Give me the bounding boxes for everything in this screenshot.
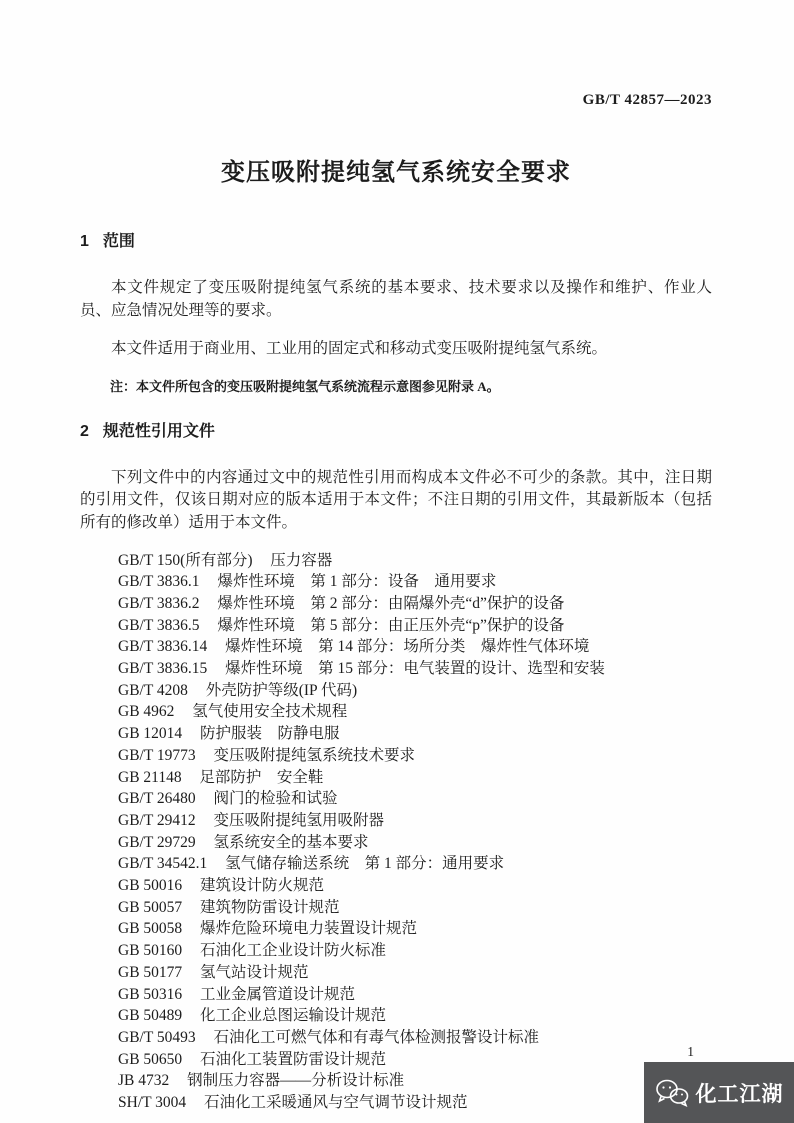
reference-title: 爆炸性环境 第 5 部分：由正压外壳“p”保护的设备 bbox=[217, 616, 565, 634]
reference-item bbox=[118, 571, 712, 593]
reference-title: 工业金属管道设计规范 bbox=[199, 985, 355, 1003]
reference-code: GB/T 34542.1 bbox=[118, 855, 208, 873]
reference-item bbox=[118, 940, 712, 962]
page-title: 变压吸附提纯氢气系统安全要求 bbox=[221, 159, 571, 186]
reference-item bbox=[118, 767, 712, 789]
reference-title: 建筑物防雷设计规范 bbox=[199, 898, 340, 916]
reference-title: 石油化工可燃气体和有毒气体检测报警设计标准 bbox=[213, 1028, 539, 1046]
section-1-paragraph-1: 本文件规定了变压吸附提纯氢气系统的基本要求、技术要求以及操作和维护、作业人员、应急情况处理等的要求。 bbox=[80, 279, 712, 319]
section-2-number: 2 bbox=[80, 422, 89, 440]
reference-item bbox=[118, 832, 712, 854]
reference-title: 钢制压力容器——分析设计标准 bbox=[187, 1072, 405, 1090]
reference-title: 变压吸附提纯氢系统技术要求 bbox=[213, 746, 415, 764]
reference-item bbox=[118, 636, 712, 658]
reference-code: JB 4732 bbox=[118, 1072, 170, 1090]
reference-code: GB 50316 bbox=[118, 985, 183, 1003]
reference-title: 氢系统安全的基本要求 bbox=[213, 833, 369, 851]
reference-code: GB/T 29729 bbox=[118, 833, 196, 851]
section-1-heading bbox=[80, 233, 712, 251]
reference-code: GB/T 150(所有部分) bbox=[118, 551, 253, 569]
reference-item bbox=[118, 1070, 712, 1092]
reference-code: GB/T 4208 bbox=[118, 681, 188, 699]
reference-code: GB/T 50493 bbox=[118, 1028, 196, 1046]
reference-list bbox=[118, 550, 712, 1114]
reference-item bbox=[118, 658, 712, 680]
section-2-heading-label: 规范性引用文件 bbox=[102, 422, 215, 440]
reference-title: 外壳防护等级(IP 代码) bbox=[205, 681, 358, 699]
reference-title: 氢气储存输送系统 第 1 部分：通用要求 bbox=[225, 855, 505, 873]
watermark-label: 化工江湖 bbox=[695, 1082, 784, 1106]
reference-item bbox=[118, 1092, 712, 1114]
reference-code: SH/T 3004 bbox=[118, 1094, 187, 1112]
reference-item bbox=[118, 897, 712, 919]
reference-item bbox=[118, 1005, 712, 1027]
reference-item bbox=[118, 680, 712, 702]
reference-title: 化工企业总图运输设计规范 bbox=[199, 1007, 386, 1025]
reference-code: GB 12014 bbox=[118, 725, 183, 743]
reference-code: GB 4962 bbox=[118, 703, 175, 721]
reference-title: 防护服装 防静电服 bbox=[199, 725, 340, 743]
reference-title: 爆炸性环境 第 1 部分：设备 通用要求 bbox=[217, 573, 497, 591]
wechat-icon bbox=[655, 1078, 689, 1108]
reference-code: GB/T 26480 bbox=[118, 790, 196, 808]
reference-title: 爆炸性环境 第 2 部分：由隔爆外壳“d”保护的设备 bbox=[217, 594, 565, 612]
reference-title: 压力容器 bbox=[270, 551, 333, 569]
reference-code: GB 50057 bbox=[118, 898, 183, 916]
reference-item bbox=[118, 788, 712, 810]
reference-code: GB/T 3836.1 bbox=[118, 573, 200, 591]
reference-item bbox=[118, 593, 712, 615]
reference-code: GB/T 3836.2 bbox=[118, 594, 200, 612]
reference-code: GB/T 3836.14 bbox=[118, 638, 208, 656]
page-number: 1 bbox=[687, 1044, 694, 1059]
reference-title: 建筑设计防火规范 bbox=[199, 877, 324, 895]
section-2-paragraph-1: 下列文件中的内容通过文中的规范性引用而构成本文件必不可少的条款。其中，注日期的引用文件，仅该日期对应的版本适用于本文件；不注日期的引用文件，其最新版本（包括所有的修改单）适用于本文件。 bbox=[80, 468, 712, 531]
reference-title: 爆炸性环境 第 14 部分：场所分类 爆炸性气体环境 bbox=[225, 638, 590, 656]
section-1-heading-label: 范围 bbox=[102, 233, 135, 250]
reference-title: 石油化工企业设计防火标准 bbox=[199, 942, 386, 960]
reference-title: 氢气站设计规范 bbox=[199, 963, 309, 981]
reference-title: 变压吸附提纯氢用吸附器 bbox=[213, 811, 384, 829]
section-2-heading bbox=[80, 423, 712, 441]
reference-item bbox=[118, 1027, 712, 1049]
standard-code-header: GB/T 42857—2023 bbox=[582, 92, 712, 108]
reference-code: GB/T 3836.5 bbox=[118, 616, 200, 634]
reference-code: GB 50177 bbox=[118, 963, 183, 981]
section-1-note: 注：本文件所包含的变压吸附提纯氢气系统流程示意图参见附录 A。 bbox=[110, 378, 500, 394]
reference-code: GB 50650 bbox=[118, 1050, 183, 1068]
reference-code: GB 50016 bbox=[118, 877, 183, 895]
reference-item bbox=[118, 615, 712, 637]
reference-code: GB 21148 bbox=[118, 768, 182, 786]
reference-item bbox=[118, 701, 712, 723]
reference-item bbox=[118, 723, 712, 745]
reference-item bbox=[118, 550, 712, 572]
reference-code: GB 50160 bbox=[118, 942, 183, 960]
reference-item bbox=[118, 962, 712, 984]
reference-title: 氢气使用安全技术规程 bbox=[192, 703, 348, 721]
reference-item bbox=[118, 984, 712, 1006]
section-1-paragraph-2: 本文件适用于商业用、工业用的固定式和移动式变压吸附提纯氢气系统。 bbox=[111, 339, 608, 357]
reference-title: 石油化工采暖通风与空气调节设计规范 bbox=[204, 1094, 468, 1112]
reference-code: GB/T 29412 bbox=[118, 811, 196, 829]
reference-item bbox=[118, 853, 712, 875]
reference-code: GB/T 3836.15 bbox=[118, 660, 208, 678]
reference-title: 爆炸性环境 第 15 部分：电气装置的设计、选型和安装 bbox=[225, 660, 605, 678]
reference-title: 阀门的检验和试验 bbox=[213, 790, 338, 808]
reference-title: 爆炸危险环境电力装置设计规范 bbox=[199, 920, 417, 938]
reference-title: 足部防护 安全鞋 bbox=[199, 768, 324, 786]
reference-item bbox=[118, 1049, 712, 1071]
reference-item bbox=[118, 918, 712, 940]
watermark-badge bbox=[644, 1062, 794, 1123]
section-1-number: 1 bbox=[80, 233, 89, 250]
reference-code: GB 50489 bbox=[118, 1007, 183, 1025]
reference-item bbox=[118, 810, 712, 832]
reference-item bbox=[118, 875, 712, 897]
reference-code: GB/T 19773 bbox=[118, 746, 196, 764]
reference-title: 石油化工装置防雷设计规范 bbox=[199, 1050, 386, 1068]
reference-code: GB 50058 bbox=[118, 920, 183, 938]
reference-item bbox=[118, 745, 712, 767]
